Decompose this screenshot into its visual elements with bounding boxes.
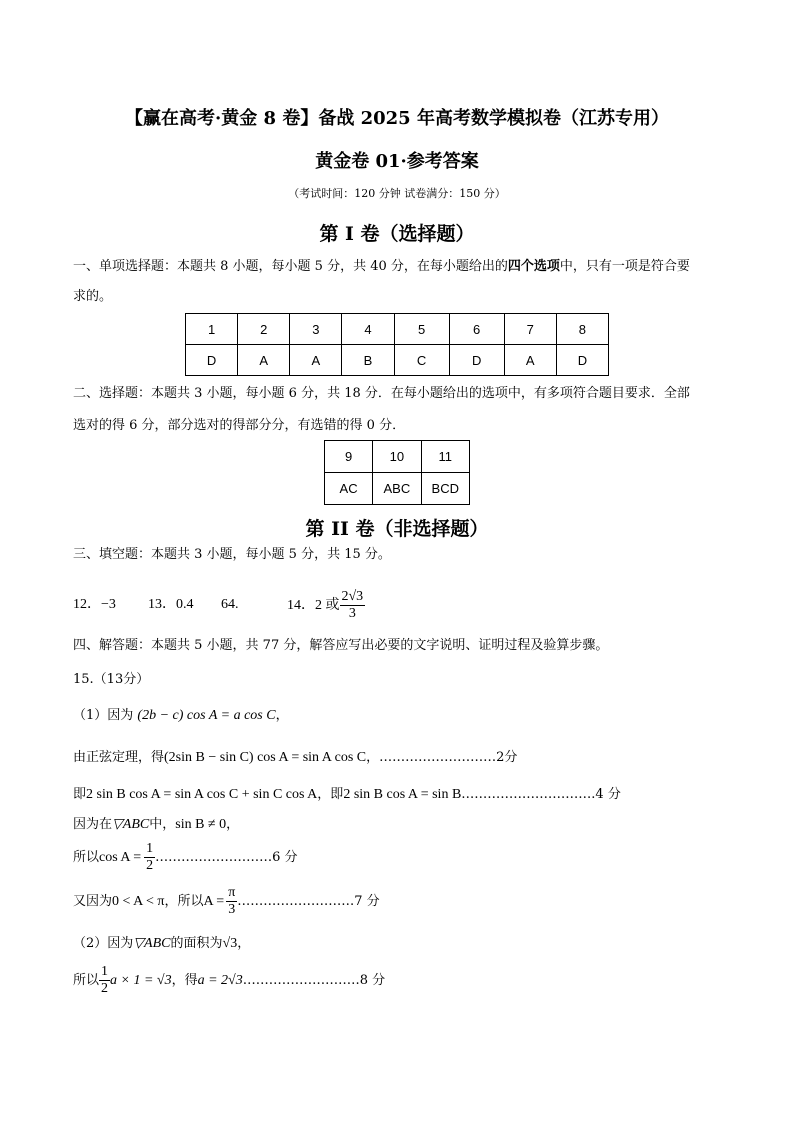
multi-choice-answer-table <box>324 440 470 505</box>
section4-intro: 四、解答题：本题共 5 小题，共 77 分，解答应写出必要的文字说明、证明过程及验算步骤。 <box>73 638 609 653</box>
question-cell: 10 <box>373 441 421 473</box>
step-text: 所以 <box>73 972 100 988</box>
step-formula: ▽ABC <box>112 817 150 832</box>
answer-cell: D <box>186 345 238 376</box>
step-score: ………………………7 分 <box>237 893 380 909</box>
section1-text-bold: 四个选项 <box>507 259 560 274</box>
answer-cell: BCD <box>421 473 469 505</box>
step-score: ，………………………2分 <box>366 750 518 765</box>
step-formula: (2b − c) cos A = a cos C <box>137 708 276 723</box>
step-text: 中， <box>149 817 176 832</box>
step-score: ………………………8 分 <box>242 972 386 988</box>
step-text: ，所以 <box>164 893 204 909</box>
question-cell: 6 <box>449 314 504 345</box>
question-cell: 2 <box>238 314 290 345</box>
exam-info: （考试时间：120 分钟 试卷满分：150 分） <box>288 187 506 200</box>
fill-answer-12: 12．−3 <box>73 597 116 612</box>
step-text: ， <box>226 817 240 832</box>
fraction <box>99 964 110 997</box>
step-text: ，得 <box>171 972 198 988</box>
step-text: 即 <box>73 787 87 802</box>
solution-step-5 <box>73 841 298 874</box>
fill-answer-13: 13．0.4 <box>148 597 194 612</box>
step-text: 由正弦定理，得 <box>73 750 165 765</box>
solution-step-4 <box>73 817 239 833</box>
section1-text-a: 一、单项选择题：本题共 8 小题，每小题 5 分，共 40 分，在每小题给出的 <box>73 259 508 274</box>
question-cell: 11 <box>421 441 469 473</box>
step-text: 又因为 <box>73 893 113 909</box>
solution-step-1 <box>73 708 289 724</box>
single-choice-answer-table <box>185 313 609 376</box>
fraction-denominator: 3 <box>348 606 356 621</box>
part1-heading: 第 I 卷（选择题） <box>319 223 475 245</box>
answer-cell: AC <box>325 473 373 505</box>
answer-cell: A <box>504 345 556 376</box>
fraction-denominator: 2 <box>146 858 154 873</box>
question-cell: 3 <box>290 314 342 345</box>
question-cell: 8 <box>556 314 608 345</box>
fill-answer-13-extra: 64. <box>221 597 239 612</box>
step-formula: A = <box>203 893 225 909</box>
solution-step-6 <box>73 885 380 918</box>
step-text: ， <box>275 708 289 723</box>
fill-answer-14-text: 14．2 或 <box>287 597 340 613</box>
answer-cell: B <box>342 345 394 376</box>
fraction-numerator: 2√3 <box>341 589 364 604</box>
step-formula: √3 <box>222 936 238 951</box>
solution-step-8 <box>73 964 385 997</box>
question-15-label: 15.（13分） <box>73 672 150 687</box>
section1-intro-line1 <box>73 259 690 275</box>
fraction <box>226 885 237 918</box>
answer-cell: A <box>238 345 290 376</box>
question-cell: 9 <box>325 441 373 473</box>
section1-text-c: 中，只有一项是符合要 <box>559 259 690 274</box>
step-text: ， <box>237 936 251 951</box>
section1-intro-line2: 求的。 <box>73 289 113 304</box>
answer-cell: A <box>290 345 342 376</box>
step-formula: 2 sin B cos A = sin A cos C + sin C cos A <box>86 787 318 802</box>
answer-cell: C <box>394 345 449 376</box>
section2-intro-line2: 选对的得 6 分，部分选对的得部分分，有选错的得 0 分． <box>73 418 406 433</box>
document-title: 【赢在高考·黄金 8 卷】备战 2025 年高考数学模拟卷（江苏专用） <box>125 108 669 129</box>
step-formula: cos A = <box>99 849 142 865</box>
fraction <box>340 589 366 622</box>
step-formula: (2sin B − sin C) cos A = sin A cos C <box>164 750 367 765</box>
step-text: 所以 <box>73 849 100 865</box>
answer-cell: D <box>556 345 608 376</box>
step-text: 的面积为 <box>170 936 223 951</box>
step-score: ………………………….4 分 <box>461 787 621 802</box>
fraction-numerator: π <box>228 885 236 900</box>
document-subtitle: 黄金卷 01·参考答案 <box>315 151 479 172</box>
solution-step-7 <box>73 936 250 952</box>
step-formula: 2 sin B cos A = sin B <box>343 787 462 802</box>
fill-answer-14 <box>287 589 365 622</box>
part2-heading: 第 II 卷（非选择题） <box>305 518 489 540</box>
fraction-denominator: 3 <box>228 902 236 917</box>
step-formula: a = 2√3 <box>197 972 243 988</box>
question-cell: 5 <box>394 314 449 345</box>
step-text: ，即 <box>317 787 344 802</box>
fraction-numerator: 1 <box>101 964 109 979</box>
solution-step-2 <box>73 750 517 766</box>
solution-step-3 <box>73 787 621 803</box>
question-cell: 1 <box>186 314 238 345</box>
step-text: （1）因为 <box>73 708 134 723</box>
question-cell: 4 <box>342 314 394 345</box>
section2-intro-line1: 二、选择题：本题共 3 小题，每小题 6 分，共 18 分．在每小题给出的选项中，有多项符合题目要求．全部 <box>73 386 690 401</box>
step-score: ………………………6 分 <box>155 849 298 865</box>
step-formula: sin B ≠ 0 <box>175 817 227 832</box>
answer-cell: D <box>449 345 504 376</box>
fraction <box>144 841 155 874</box>
fraction-denominator: 2 <box>101 981 109 996</box>
step-formula: 0 < A < π <box>112 893 165 909</box>
answer-cell: ABC <box>373 473 421 505</box>
section3-intro: 三、填空题：本题共 3 小题，每小题 5 分，共 15 分。 <box>73 547 391 562</box>
step-formula: ▽ABC <box>133 936 171 951</box>
step-text: （2）因为 <box>73 936 134 951</box>
question-cell: 7 <box>504 314 556 345</box>
step-text: 因为在 <box>73 817 113 832</box>
fraction-numerator: 1 <box>146 841 154 856</box>
step-formula: a × 1 = √3 <box>110 972 172 988</box>
